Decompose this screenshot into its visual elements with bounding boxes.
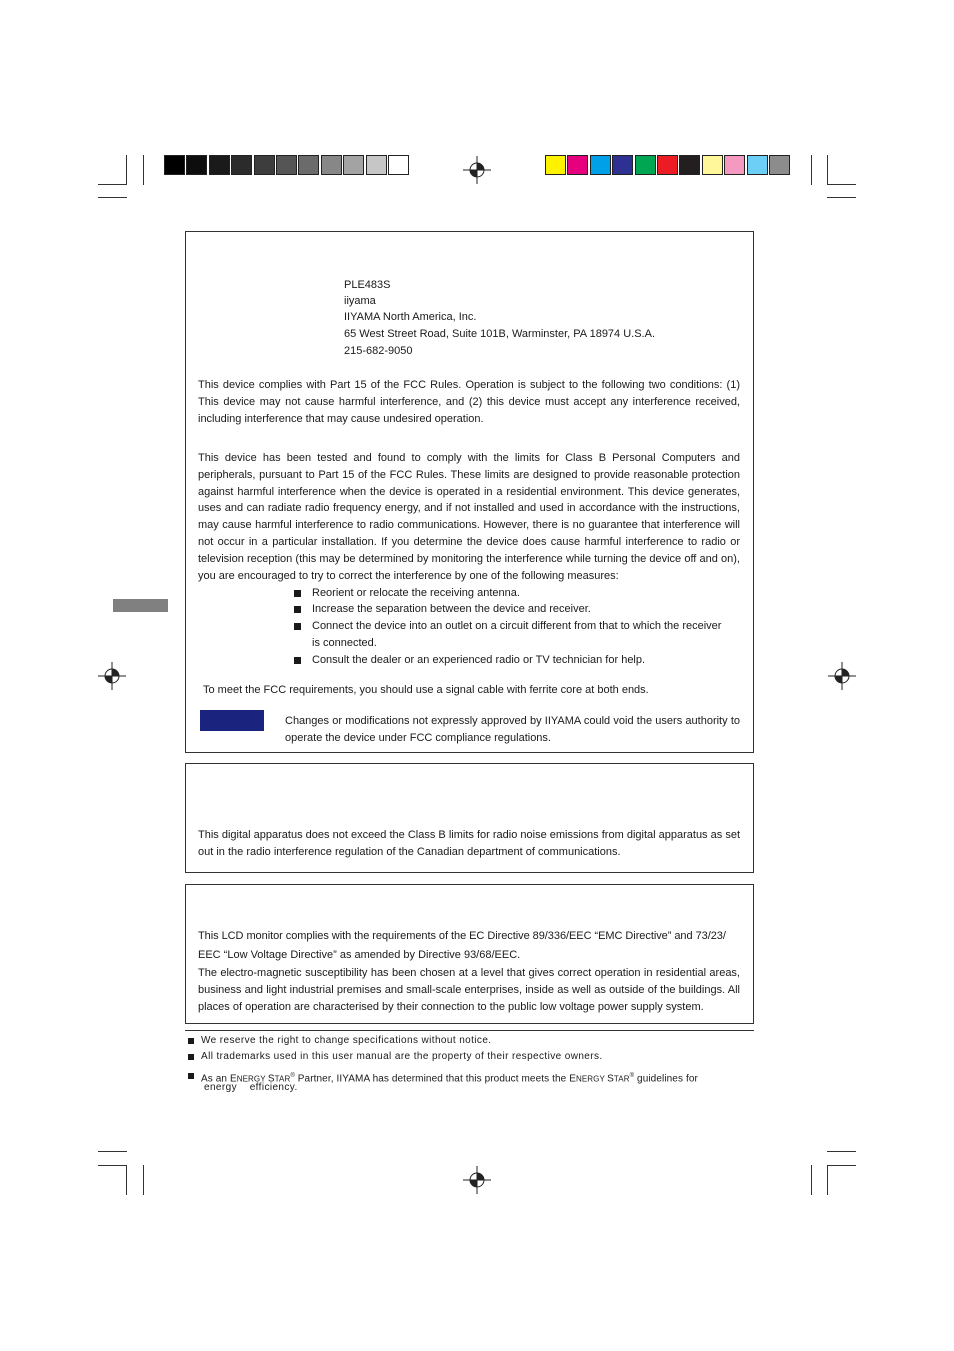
color-swatch (612, 155, 633, 175)
fcc-company: IIYAMA North America, Inc. (344, 311, 477, 323)
fcc-model: PLE483S (344, 279, 391, 291)
color-swatch (545, 155, 566, 175)
fcc-cable-text: To meet the FCC requirements, you should use a signal cable with ferrite core at both ends. (203, 684, 649, 696)
side-tab (113, 599, 168, 612)
gray-swatch (388, 155, 409, 175)
color-swatch (635, 155, 656, 175)
ce-text-line2: EEC “Low Voltage Directive” as amended by Directive 93/68/EEC. (198, 949, 521, 961)
gray-swatch (186, 155, 207, 175)
gray-swatch (231, 155, 252, 175)
fcc-caution-text: Changes or modifications not expressly approved by IIYAMA could void the users authority to operate the device under FCC compliance regulations. (285, 715, 740, 744)
registration-mark-top-icon (463, 156, 491, 184)
fcc-address: 65 West Street Road, Suite 101B, Warminster, PA 18974 U.S.A. (344, 328, 656, 340)
color-swatch (724, 155, 745, 175)
color-swatch (702, 155, 723, 175)
ce-text-line1: This LCD monitor complies with the requirements of the EC Directive 89/336/EEC “EMC Directive” and 73/23/ (198, 930, 726, 942)
ce-susceptibility-text: The electro-magnetic susceptibility has been chosen at a level that gives correct operation in residential areas, business and light industrial premises and small-scale enterprises, inside as well as outside of the buildings. All places of operation are characterised by their connection to the public low voltage power supply system. (198, 967, 740, 1013)
registration-mark-left-icon (98, 662, 126, 690)
fcc-compliance-text: This device complies with Part 15 of the FCC Rules. Operation is subject to the following two conditions: (1) This device may not cause harmful interference, and (2) this device must accept any interference received, including interference that may cause undesired operation. (198, 379, 740, 425)
measure-item-continued: is connected. (312, 637, 377, 649)
fcc-phone: 215-682-9050 (344, 345, 413, 357)
registration-mark-right-icon (828, 662, 856, 690)
registration-mark-bottom-icon (463, 1166, 491, 1194)
gray-swatch (298, 155, 319, 175)
gray-swatch (321, 155, 342, 175)
canada-text: This digital apparatus does not exceed the Class B limits for radio noise emissions from digital apparatus as set out in the radio interference regulation of the Canadian department of communications. (198, 829, 740, 858)
gray-swatch (164, 155, 185, 175)
color-swatch (769, 155, 790, 175)
gray-swatch (209, 155, 230, 175)
color-swatch (657, 155, 678, 175)
color-swatch (567, 155, 588, 175)
gray-swatch (254, 155, 275, 175)
gray-swatch (276, 155, 297, 175)
color-swatch (590, 155, 611, 175)
notes-divider (185, 1030, 754, 1031)
fcc-brand: iiyama (344, 295, 376, 307)
caution-block (200, 710, 264, 731)
note-energy-efficiency: energy efficiency. (204, 1082, 298, 1093)
fcc-tested-text: This device has been tested and found to comply with the limits for Class B Personal Computers and peripherals, pursuant to Part 15 of the FCC Rules. These limits are designed to provide reasonable protection against harmful interference when the device is operated in a residential environment. This device generates, uses and can radiate radio frequency energy, and if not installed and used in accordance with the instructions, may cause harmful interference to radio communications. However, there is no guarantee that interference will not occur in a particular installation. If you determine the device does cause harmful interference to radio or television reception (this may be determined by monitoring the interference while turning the device off and on), you are encouraged to try to correct the interference by one of the following measures: (198, 452, 740, 582)
color-swatch (679, 155, 700, 175)
gray-swatch (343, 155, 364, 175)
color-swatch (747, 155, 768, 175)
gray-swatch (366, 155, 387, 175)
